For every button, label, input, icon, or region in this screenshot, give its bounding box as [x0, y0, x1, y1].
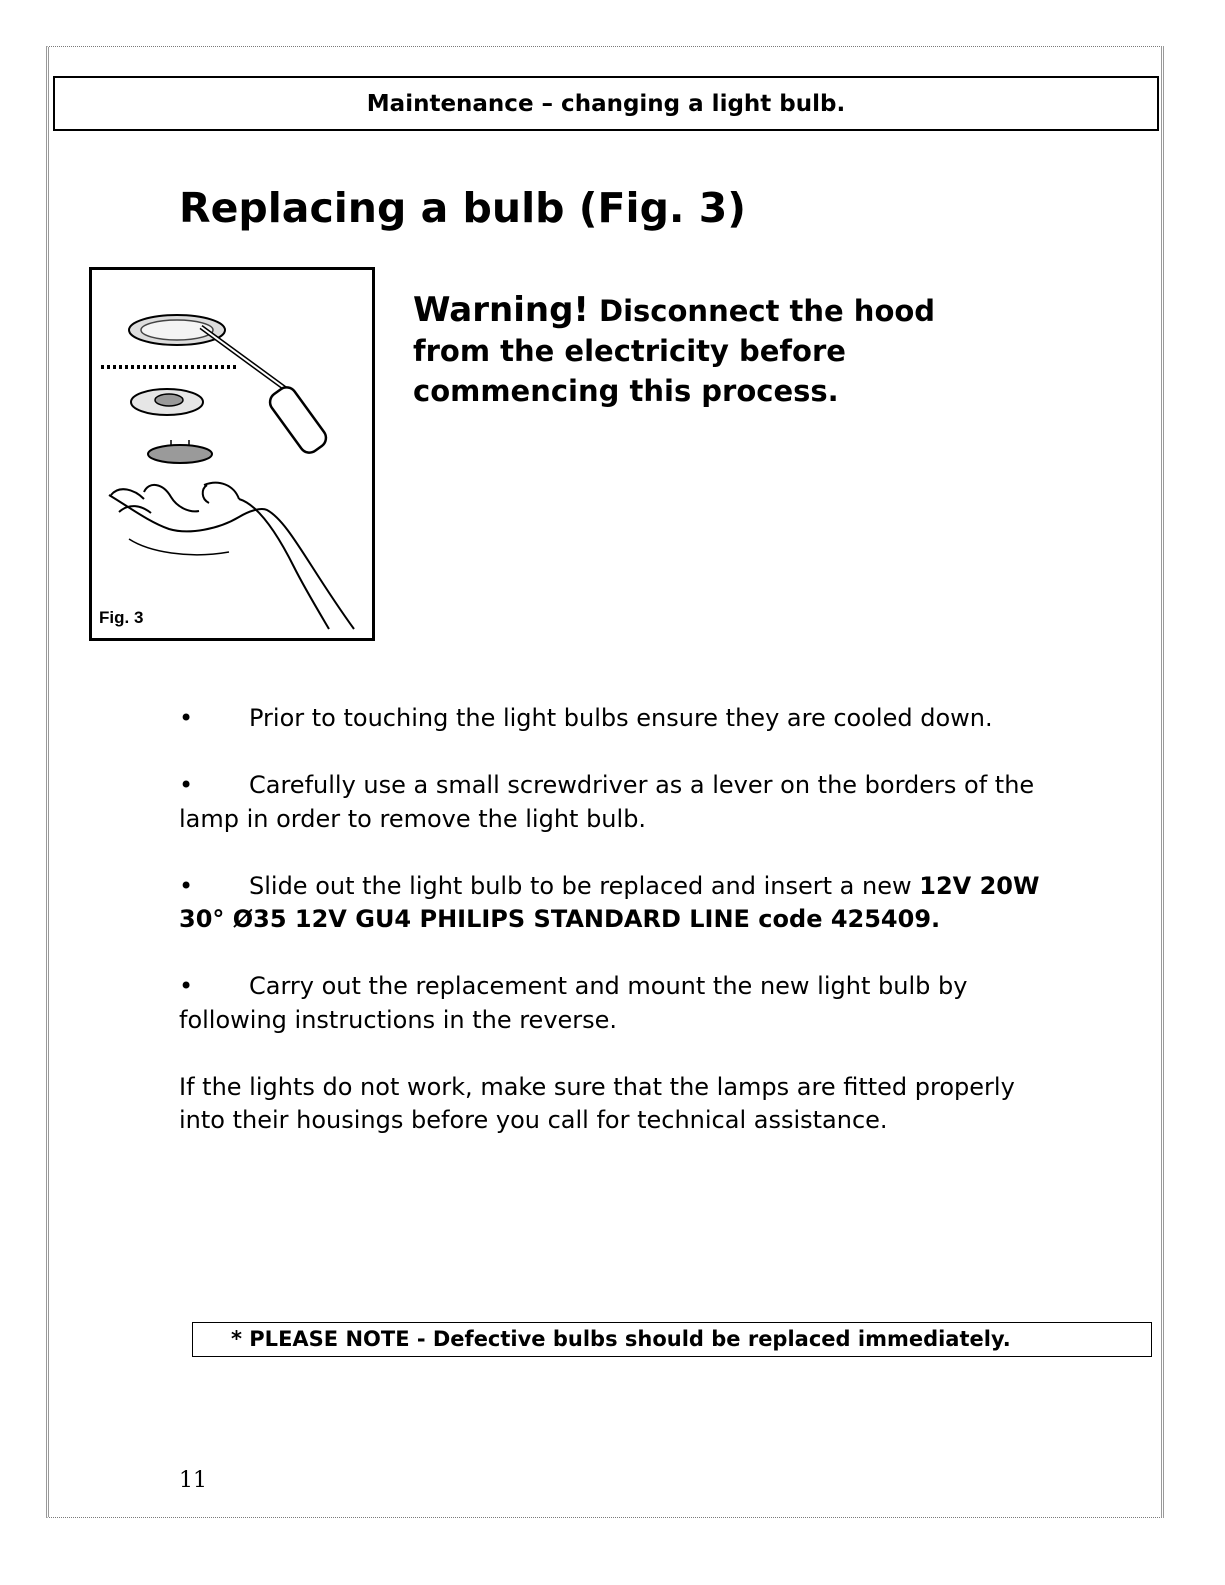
bullet: • — [179, 771, 194, 799]
instructions — [179, 702, 1059, 1171]
warning-notice — [413, 290, 1013, 411]
bullet: • — [179, 871, 194, 900]
bulb-specification: 12V 20W 30° Ø35 12V GU4 PHILIPS STANDARD LINE code 425409. — [179, 871, 1040, 933]
list-item — [179, 702, 1059, 736]
bullet: • — [179, 704, 194, 732]
bulb-replacement-illustration — [89, 267, 375, 641]
page-number: 11 — [179, 1468, 207, 1493]
list-item-text: Carry out the replacement and mount the new light bulb by following instructions in the reverse. — [179, 972, 968, 1034]
section-header — [53, 76, 1159, 131]
list-item-text: Slide out the light bulb to be replaced and insert a new — [249, 871, 912, 900]
warning-text: Disconnect the hood from the electricity before commencing this process. — [413, 294, 936, 408]
list-item-text: Prior to touching the light bulbs ensure they are cooled down. — [249, 704, 993, 732]
closing-paragraph: If the lights do not work, make sure that the lamps are fitted properly into their housings before you call for technical assistance. — [179, 1072, 1015, 1134]
note-text: * PLEASE NOTE - Defective bulbs should be replaced immediately. — [231, 1327, 1011, 1351]
figure-3 — [89, 267, 375, 641]
section-header-title: Maintenance – changing a light bulb. — [366, 90, 846, 117]
list-item-text: Carefully use a small screwdriver as a lever on the borders of the lamp in order to remove the light bulb. — [179, 771, 1035, 833]
list-item — [179, 970, 1059, 1037]
note-box — [192, 1322, 1152, 1357]
bullet: • — [179, 972, 194, 1000]
warning-lead: Warning! — [413, 290, 589, 330]
list-item — [179, 870, 1059, 937]
page-title: Replacing a bulb (Fig. 3) — [179, 184, 747, 232]
figure-label: Fig. 3 — [99, 608, 144, 627]
list-item — [179, 769, 1059, 836]
